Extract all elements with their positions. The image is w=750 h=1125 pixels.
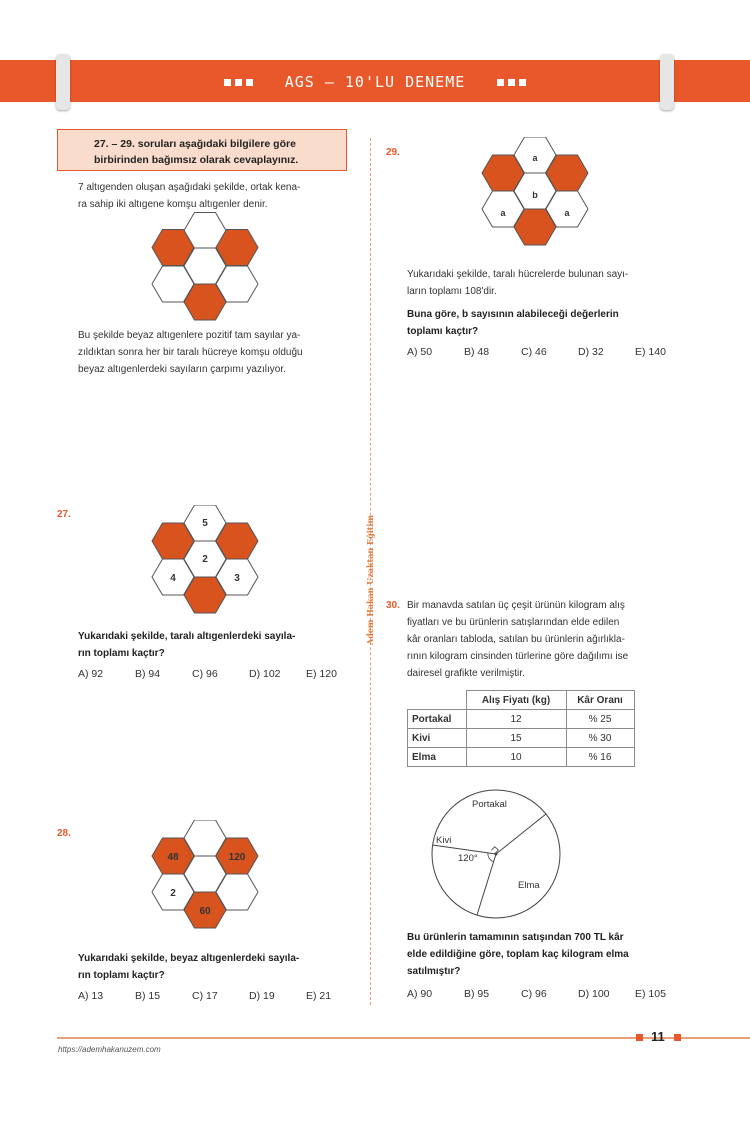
hex-value-bottom-left: 4 bbox=[170, 573, 176, 584]
choice[interactable]: B) 48 bbox=[464, 346, 490, 358]
hex-value-top: a bbox=[532, 153, 538, 163]
footer-line bbox=[57, 1037, 750, 1039]
question-30-choices bbox=[407, 988, 666, 1000]
price-table bbox=[407, 690, 635, 767]
table-header-row bbox=[408, 691, 635, 710]
column-header: Alış Fiyatı (kg) bbox=[466, 691, 566, 710]
center-dot bbox=[495, 853, 498, 856]
hexagon-figure-q28 bbox=[150, 820, 270, 932]
hex-value-bottom-left: 2 bbox=[170, 888, 176, 899]
choice[interactable]: B) 15 bbox=[135, 990, 161, 1002]
header-title-row bbox=[0, 60, 750, 102]
page-number: 11 bbox=[651, 1029, 665, 1044]
hex-value-top-left: 48 bbox=[167, 852, 179, 863]
choice[interactable]: D) 32 bbox=[578, 346, 604, 358]
pie-label-portakal: Portakal bbox=[472, 799, 507, 810]
choice[interactable]: B) 95 bbox=[464, 988, 490, 1000]
page-title: AGS – 10'LU DENEME bbox=[284, 73, 466, 91]
table-row: Kivi 15 % 30 bbox=[408, 729, 635, 748]
hex-value-bottom-right: a bbox=[564, 208, 570, 218]
question-29-choices bbox=[407, 346, 666, 358]
choice[interactable]: A) 92 bbox=[78, 668, 104, 680]
question-29-text: Yukarıdaki şekilde, taralı hücrelerde bulunan sayı- ların toplamı 108'dir. bbox=[407, 269, 629, 297]
question-27-number: 27. bbox=[57, 509, 71, 520]
choice[interactable]: C) 96 bbox=[192, 668, 218, 680]
choice[interactable]: E) 120 bbox=[306, 668, 337, 680]
choice[interactable]: D) 100 bbox=[578, 988, 610, 1000]
table-row: Elma 10 % 16 bbox=[408, 748, 635, 767]
choice[interactable]: A) 50 bbox=[407, 346, 433, 358]
question-29-question: Buna göre, b sayısının alabileceği değerlerin toplamı kaçtır? bbox=[407, 309, 619, 337]
hexagon-figure-q27 bbox=[150, 505, 270, 617]
question-30-question: Bu ürünlerin tamamının satışından 700 TL kâr elde edildiğine göre, toplam kaç kilogram elma satılmıştır? bbox=[407, 932, 629, 977]
footer-url[interactable]: https://ademhakanuzem.com bbox=[58, 1045, 161, 1054]
hex-value-center: b bbox=[532, 190, 538, 200]
footer-square-left bbox=[636, 1034, 643, 1041]
hex-value-center: 2 bbox=[202, 554, 208, 565]
hex-value-bottom-right: 3 bbox=[234, 573, 240, 584]
choice[interactable]: D) 19 bbox=[249, 990, 275, 1002]
choice[interactable]: E) 140 bbox=[635, 346, 666, 358]
question-29-number: 29. bbox=[386, 147, 400, 158]
hex-value-bottom: 60 bbox=[199, 906, 211, 917]
intro-paragraph-1: 7 altıgenden oluşan aşağıdaki şekilde, ortak kena- ra sahip iki altıgene komşu altıgenler denir. bbox=[78, 182, 301, 210]
choice[interactable]: A) 90 bbox=[407, 988, 433, 1000]
question-27-choices bbox=[78, 668, 337, 680]
choice[interactable]: B) 94 bbox=[135, 668, 161, 680]
choice[interactable]: C) 46 bbox=[521, 346, 547, 358]
choice[interactable]: E) 105 bbox=[635, 988, 666, 1000]
pie-angle-label: 120° bbox=[458, 853, 478, 864]
question-28-choices bbox=[78, 990, 331, 1002]
choice[interactable]: A) 13 bbox=[78, 990, 104, 1002]
instruction-box: 27. – 29. soruları aşağıdaki bilgilere göre birbirinden bağımsız olarak cevaplayınız. bbox=[57, 129, 347, 171]
choice[interactable]: E) 21 bbox=[306, 990, 332, 1002]
question-27-text: Yukarıdaki şekilde, taralı altıgenlerdeki sayıla- rın toplamı kaçtır? bbox=[78, 631, 296, 659]
pie-label-elma: Elma bbox=[518, 880, 540, 891]
choice[interactable]: C) 96 bbox=[521, 988, 547, 1000]
hex-value-top: 5 bbox=[202, 518, 208, 529]
footer-square-right bbox=[674, 1034, 681, 1041]
pie-chart bbox=[430, 788, 566, 924]
column-header: Kâr Oranı bbox=[566, 691, 634, 710]
hexagon-figure-intro bbox=[150, 212, 270, 324]
hexagon-figure-q29 bbox=[480, 137, 600, 249]
question-30-text: Bir manavda satılan üç çeşit ürünün kilogram alış fiyatları ve bu ürünlerin satışlarından elde edilen kâr oranları tabloda, satılan bu ürünlerin ağırlıkla- rının kilogram cinsinden türlerine göre dağılımı ise dairesel grafikte verilmiştir. bbox=[407, 600, 629, 679]
hex-value-bottom-left: a bbox=[500, 208, 506, 218]
table-row: Portakal 12 % 25 bbox=[408, 710, 635, 729]
intro-paragraph-2: Bu şekilde beyaz altıgenlere pozitif tam sayılar ya- zıldıktan sonra her bir taralı hücreye komşu olduğu beyaz altıgenlerdeki sayıların çarpımı yazılıyor. bbox=[78, 330, 303, 375]
side-label: Adem Hakan Uzaktan Eğitim bbox=[365, 515, 375, 645]
pie-label-kivi: Kivi bbox=[436, 835, 452, 846]
question-30-number: 30. bbox=[386, 600, 400, 611]
question-28-text: Yukarıdaki şekilde, beyaz altıgenlerdeki sayıla- rın toplamı kaçtır? bbox=[78, 953, 300, 981]
choice[interactable]: D) 102 bbox=[249, 668, 281, 680]
hex-value-top-right: 120 bbox=[228, 852, 246, 863]
choice[interactable]: C) 17 bbox=[192, 990, 218, 1002]
question-28-number: 28. bbox=[57, 828, 71, 839]
